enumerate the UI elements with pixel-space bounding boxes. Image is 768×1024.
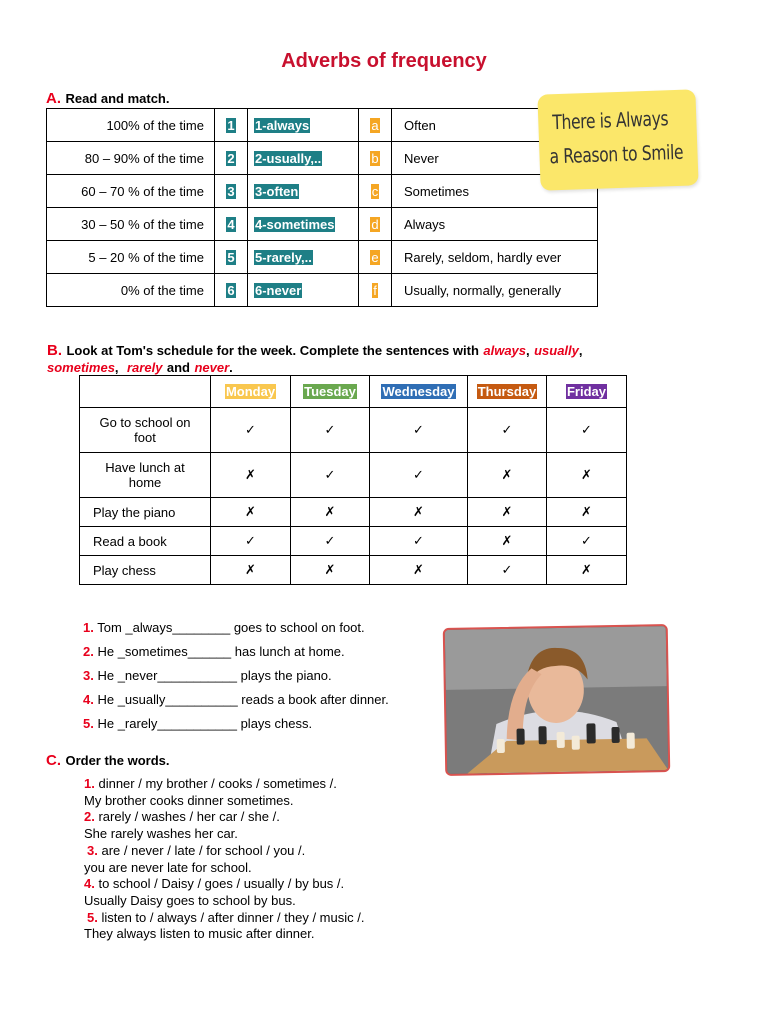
- comma: ,: [526, 343, 530, 358]
- check-mark-icon: ✓: [468, 408, 547, 453]
- order-prompt: [84, 776, 364, 793]
- section-b-heading: [47, 342, 687, 376]
- schedule-corner: [80, 376, 211, 408]
- percent-cell: 0% of the time: [47, 274, 215, 307]
- word-cell: Always: [392, 208, 598, 241]
- order-prompt-text: are / never / late / for school / you /.: [101, 842, 306, 858]
- cross-mark-icon: ✗: [370, 556, 468, 585]
- order-prompt: [84, 809, 364, 826]
- day-header: [211, 376, 291, 408]
- sentence-text: He _usually__________ reads a book after dinner.: [97, 692, 389, 707]
- schedule-row: [80, 453, 627, 498]
- answer-cell: [248, 208, 359, 241]
- day-label: Thursday: [477, 384, 537, 399]
- sentence-list: [83, 620, 389, 740]
- order-answer: They always listen to music after dinner.: [84, 926, 315, 942]
- letter-label: f: [373, 282, 377, 298]
- answer-label: 4-sometimes: [255, 216, 335, 232]
- check-mark-icon: ✓: [370, 408, 468, 453]
- section-c-instruction: Order the words.: [65, 753, 170, 768]
- word-cell: Often: [392, 109, 598, 142]
- number-cell: [215, 142, 248, 175]
- order-number: 4.: [84, 876, 95, 892]
- check-mark-icon: ✓: [547, 527, 627, 556]
- letter-cell: [359, 208, 392, 241]
- cross-mark-icon: ✗: [291, 556, 370, 585]
- order-answer: you are never late for school.: [84, 859, 252, 875]
- order-prompt: [84, 876, 364, 893]
- letter-label: a: [371, 117, 379, 133]
- day-label: Tuesday: [304, 384, 356, 399]
- check-mark-icon: ✓: [291, 527, 370, 556]
- sticky-note: [537, 89, 698, 190]
- order-number: 1.: [84, 776, 95, 791]
- check-mark-icon: ✓: [370, 527, 468, 556]
- order-number: 3.: [87, 842, 98, 858]
- word-cell: Rarely, seldom, hardly ever: [392, 241, 598, 274]
- answer-cell: [248, 274, 359, 307]
- cross-mark-icon: ✗: [468, 498, 547, 527]
- day-label: Friday: [566, 384, 606, 399]
- cross-mark-icon: ✗: [211, 453, 291, 498]
- answer-cell: [248, 241, 359, 274]
- sentence-number: 5.: [83, 716, 94, 731]
- sentence-text: Tom _always________ goes to school on foot.: [97, 620, 365, 635]
- check-mark-icon: ✓: [291, 408, 370, 453]
- number-label: 5: [227, 249, 235, 265]
- check-mark-icon: ✓: [211, 527, 291, 556]
- sentence-number: 1.: [83, 620, 94, 635]
- day-label: Monday: [225, 384, 276, 399]
- cross-mark-icon: ✗: [468, 527, 547, 556]
- percent-cell: 80 – 90% of the time: [47, 142, 215, 175]
- word-always: always: [483, 343, 527, 358]
- section-c-letter: C.: [46, 752, 61, 769]
- comma: ,: [114, 360, 119, 375]
- word-sometimes: sometimes: [47, 360, 115, 375]
- sentence: [83, 668, 389, 692]
- word-and: and: [166, 360, 190, 375]
- number-cell: [215, 208, 248, 241]
- word-usually: usually: [534, 343, 579, 358]
- sticky-line-1: There is Always: [551, 106, 669, 135]
- number-cell: [215, 175, 248, 208]
- section-b-instruction: Look at Tom's schedule for the week. Complete the sentences with: [66, 343, 479, 358]
- cross-mark-icon: ✗: [547, 453, 627, 498]
- page-title: Adverbs of frequency: [281, 50, 487, 72]
- order-list: [84, 776, 364, 943]
- word-cell: Usually, normally, generally: [392, 274, 598, 307]
- activity-cell: Read a book: [80, 527, 211, 556]
- order-prompt-text: listen to / always / after dinner / they / music /.: [101, 909, 365, 925]
- section-c-heading: [46, 752, 169, 770]
- check-mark-icon: ✓: [291, 453, 370, 498]
- order-answer: My brother cooks dinner sometimes.: [84, 792, 294, 808]
- answer-label: 2-usually,..: [255, 150, 322, 166]
- number-label: 2: [227, 150, 235, 166]
- number-label: 4: [227, 216, 235, 232]
- sentence: [83, 620, 389, 644]
- answer-label: 3-often: [255, 183, 299, 199]
- number-label: 3: [227, 183, 235, 199]
- match-row: [47, 208, 598, 241]
- answer-label: 5-rarely,..: [255, 249, 312, 265]
- order-answer: She rarely washes her car.: [84, 826, 238, 842]
- activity-cell: Play the piano: [80, 498, 211, 527]
- check-mark-icon: ✓: [547, 408, 627, 453]
- percent-cell: 100% of the time: [47, 109, 215, 142]
- order-prompt: [84, 910, 364, 927]
- cross-mark-icon: ✗: [291, 498, 370, 527]
- letter-cell: [359, 175, 392, 208]
- cross-mark-icon: ✗: [211, 498, 291, 527]
- cross-mark-icon: ✗: [211, 556, 291, 585]
- sentence-number: 4.: [83, 692, 94, 707]
- order-prompt-text: dinner / my brother / cooks / sometimes /.: [98, 776, 337, 791]
- activity-cell: Play chess: [80, 556, 211, 585]
- number-label: 6: [227, 282, 235, 298]
- day-header: [547, 376, 627, 408]
- activity-cell: Go to school on foot: [80, 408, 211, 453]
- sentence-number: 2.: [83, 644, 94, 659]
- match-row: [47, 109, 598, 142]
- letter-cell: [359, 274, 392, 307]
- match-row: [47, 175, 598, 208]
- match-row: [47, 241, 598, 274]
- match-row: [47, 142, 598, 175]
- sentence-number: 3.: [83, 668, 94, 683]
- number-label: 1: [227, 117, 235, 133]
- answer-label: 6-never: [255, 282, 302, 298]
- order-number: 2.: [84, 809, 95, 825]
- word-cell: Sometimes: [392, 175, 598, 208]
- answer-cell: [248, 109, 359, 142]
- number-cell: [215, 274, 248, 307]
- letter-label: c: [371, 183, 379, 199]
- answer-cell: [248, 142, 359, 175]
- section-b-letter: B.: [47, 342, 62, 359]
- check-mark-icon: ✓: [370, 453, 468, 498]
- period: .: [229, 360, 233, 375]
- check-mark-icon: ✓: [468, 556, 547, 585]
- percent-cell: 60 – 70 % of the time: [47, 175, 215, 208]
- percent-cell: 30 – 50 % of the time: [47, 208, 215, 241]
- order-number: 5.: [87, 909, 98, 925]
- cross-mark-icon: ✗: [547, 556, 627, 585]
- comma: ,: [578, 343, 583, 358]
- cross-mark-icon: ✗: [547, 498, 627, 527]
- letter-label: b: [371, 150, 379, 166]
- sentence: [83, 692, 389, 716]
- schedule-row: [80, 527, 627, 556]
- order-prompt-text: to school / Daisy / goes / usually / by bus /.: [98, 876, 345, 892]
- letter-cell: [359, 142, 392, 175]
- sentence: [83, 644, 389, 668]
- order-answer: Usually Daisy goes to school by bus.: [84, 892, 296, 908]
- day-label: Wednesday: [382, 384, 455, 399]
- letter-label: d: [371, 216, 379, 232]
- cross-mark-icon: ✗: [370, 498, 468, 527]
- sentence-text: He _never___________ plays the piano.: [97, 668, 332, 683]
- schedule-row: [80, 498, 627, 527]
- percent-cell: 5 – 20 % of the time: [47, 241, 215, 274]
- sentence: [83, 716, 389, 740]
- day-header: [370, 376, 468, 408]
- schedule-row: [80, 556, 627, 585]
- schedule-row: [80, 408, 627, 453]
- sentence-text: He _sometimes______ has lunch at home.: [97, 644, 345, 659]
- cross-mark-icon: ✗: [468, 453, 547, 498]
- day-header: [468, 376, 547, 408]
- order-prompt: [84, 843, 364, 860]
- match-table: [46, 108, 598, 307]
- activity-cell: Have lunch at home: [80, 453, 211, 498]
- letter-label: e: [371, 249, 379, 265]
- section-a-letter: A.: [46, 90, 61, 107]
- word-cell: Never: [392, 142, 598, 175]
- order-prompt-text: rarely / washes / her car / she /.: [98, 809, 280, 825]
- letter-cell: [359, 241, 392, 274]
- number-cell: [215, 109, 248, 142]
- letter-cell: [359, 109, 392, 142]
- answer-label: 1-always: [255, 117, 310, 133]
- sticky-line-2: a Reason to Smile: [549, 139, 684, 169]
- section-a-heading: [46, 90, 169, 108]
- day-header: [291, 376, 370, 408]
- check-mark-icon: ✓: [211, 408, 291, 453]
- word-never: never: [194, 360, 230, 375]
- schedule-table: [79, 375, 627, 585]
- number-cell: [215, 241, 248, 274]
- sentence-text: He _rarely___________ plays chess.: [97, 716, 313, 731]
- boy-playing-chess-photo: [443, 624, 671, 776]
- word-rarely: rarely: [127, 360, 163, 375]
- section-a-instruction: Read and match.: [65, 91, 170, 106]
- answer-cell: [248, 175, 359, 208]
- match-row: [47, 274, 598, 307]
